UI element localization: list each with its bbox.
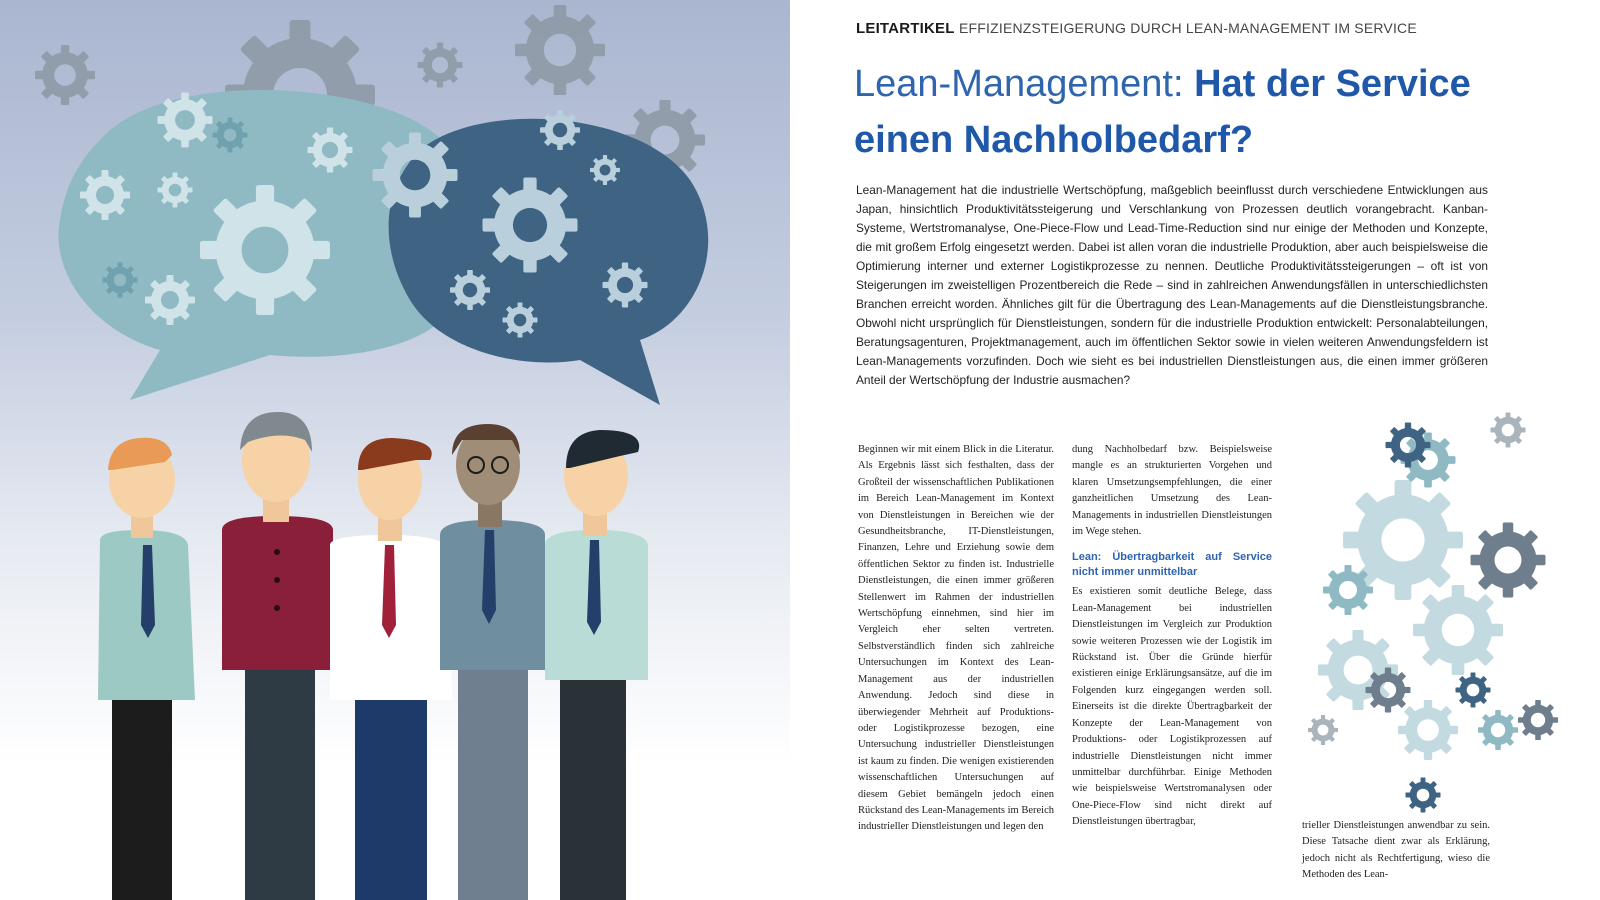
section-subheading: Lean: Übertragbarkeit auf Service nicht immer unmittelbar <box>1072 551 1272 579</box>
section-label: LEITARTIKEL <box>856 20 955 37</box>
lead-paragraph: Lean-Management hat die industrielle Wertschöpfung, maßgeblich beeinflusst durch verschiedene Entwicklungen aus Japan, hinsichtlich Produktivitätssteigerung und Verschlankung von Prozessen deutlich vorangebracht. Kanban-Systeme, Wertstromanalyse, One-Piece-Flow und Lead-Time-Reduction sind nur einige der Methoden und Konzepte, die mit großem Erfolg eingesetzt werden. Dabei ist allen voran die industrielle Produktion, aber auch beispielsweise die Optimierung interner und externer Logistikprozesse zu nennen. Deutliche Produktivitätssteigerungen – oft ist von Steigerungen im zweistelligen Prozentbereich die Rede – sind in zahlreichen Anwendungsfällen in unterschiedlichsten Branchen erreicht worden. Ähnliches gilt für die Übertragung des Lean-Managements auf die Dienstleistungsbranche. Obwohl nicht ursprünglich für Dienstleistungen, sondern für die industrielle Produktion entwickelt: Personalabteilungen, Beratungsagenturen, Projektmanagement, auch im öffentlichen Sektor sowie in vielen weiteren Anwendungsfeldern ist Lean-Managements vorzufinden. Doch wie sieht es bei industriellen Dienstleistungen aus, die einen immer größeren Anteil der Wertschöpfung der Industrie ausmachen? <box>856 183 1488 387</box>
illustration-panel <box>0 0 790 900</box>
person-2 <box>222 412 333 900</box>
gears-illustration-right <box>1288 400 1588 820</box>
person-4 <box>440 424 545 900</box>
gear-icon <box>1366 523 1559 741</box>
article-page <box>790 0 1600 900</box>
gear-icon <box>1323 433 1518 751</box>
gears-and-people-illustration <box>0 0 790 900</box>
article-headline <box>854 56 1534 168</box>
body-column-1: Beginnen wir mit einem Blick in die Literatur. Als Ergebnis lässt sich festhalten, dass der Großteil der wissenschaftlichen Publikationen im Bereich Lean-Management im Kontext von Dienstleistungen in Bereichen wie der Gesundheitsbranche, IT-Dienstleistungen, Finanzen, Lehre und Erziehung sowie dem öffentlichen Sektor zu finden ist. Industrielle Dienstleistungen, die einen immer größeren Stellenwert im Rahmen der industriellen Wertschöpfung einnehmen, sind hier im Vergleich eher selten vertreten. Selbstverständlich finden sich zahlreiche Untersuchungen im Kontext des Lean-Management aus der industriellen Anwendung. Jedoch sind diese in überwiegender Mehrheit auf Produktions- oder Logistikprozesse bezogen, eine Untersuchung industrieller Dienstleistungen ist kaum zu finden. Die wenigen existierenden wissenschaftlichen Untersuchungen auf diesem Gebiet bemängeln jedoch einen Rückstand des Lean-Managements im Bereich industrieller Dienstleistungen und legen den <box>858 444 1054 833</box>
column-2-paragraph: Es existieren somit deutliche Belege, dass Lean-Management bei industriellen Dienstleistungen im Vergleich zur Produktion sowie weiteren Prozessen wie der Logistik im Rückstand ist. Über die Gründe hierfür existieren einige Erklärungsansätze, auf die im Folgenden kurz eingegangen werden soll. Einerseits ist die direkte Übertragbarkeit der Konzepte der Lean-Management von Produktions- oder Logistikprozessen auf industrielle Dienstleistungen nicht immer unmittelbar durchführbar. Einige Methoden wie beispielsweise Wertstromanalysen oder One-Piece-Flow sind nicht direkt auf Dienstleistungen übertragbar, <box>1072 586 1272 828</box>
headline-lead: Lean-Management: <box>854 63 1195 105</box>
column-2-paragraph: dung Nachholbedarf bzw. Beispielsweise mangle es an strukturierten Vorgehen und klaren Umsetzungsempfehlungen, die einer ganzheitlichen Umsetzung des Lean-Managements in industriellen Dienstleistungen im Wege stehen. <box>1072 444 1272 538</box>
article-kicker <box>856 20 1417 37</box>
body-column-2 <box>1072 442 1272 831</box>
headline-emphasis: Hat der Service einen Nachholbedarf? <box>854 63 1471 161</box>
person-3 <box>330 438 452 900</box>
person-5 <box>545 430 648 900</box>
person-1 <box>98 438 195 900</box>
gear-icon <box>1318 480 1503 760</box>
body-column-3: trieller Dienstleistungen anwendbar zu sein. Diese Tatsache dient zwar als Erklärung, jedoch nicht als Rechtfertigung, wieso die Methoden des Lean- <box>1302 820 1490 881</box>
section-topic: EFFIZIENZSTEIGERUNG DURCH LEAN-MANAGEMENT IM SERVICE <box>958 20 1417 36</box>
